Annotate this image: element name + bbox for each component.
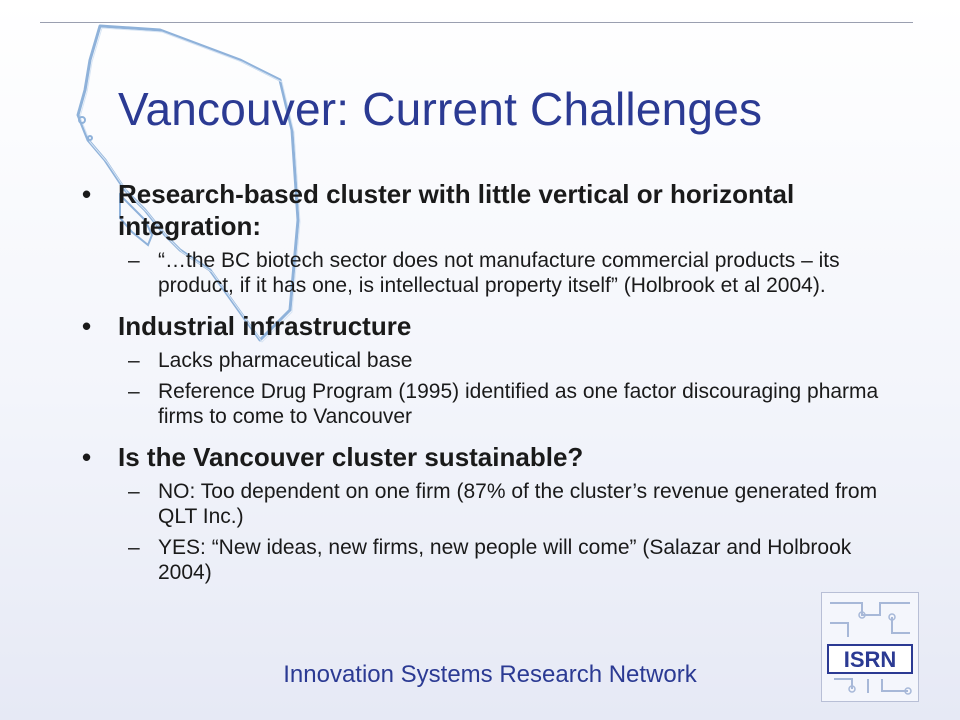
sub-bullet-marker: – bbox=[128, 249, 140, 272]
sub-bullet-item bbox=[70, 535, 900, 585]
bullet-text: Industrial infrastructure bbox=[118, 311, 412, 341]
sub-bullet-text: YES: “New ideas, new firms, new people will come” (Salazar and Holbrook 2004) bbox=[158, 536, 852, 584]
sub-bullet-marker: – bbox=[128, 380, 140, 403]
bullet-list bbox=[70, 178, 900, 585]
sub-bullet-text: “…the BC biotech sector does not manufacture commercial products – its product, if it has one, is intellectual property itself” (Holbrook et al 2004). bbox=[158, 249, 840, 297]
bullet-marker: • bbox=[82, 311, 92, 341]
sub-bullet-text: Reference Drug Program (1995) identified as one factor discouraging pharma firms to come to Vancouver bbox=[158, 380, 879, 428]
sub-bullet-marker: – bbox=[128, 480, 140, 503]
logo-text: ISRN bbox=[843, 647, 897, 672]
sub-bullet-marker: – bbox=[128, 349, 140, 372]
sub-bullet-text: Lacks pharmaceutical base bbox=[158, 349, 413, 372]
sub-bullet-item bbox=[70, 348, 900, 373]
sub-bullet-marker: – bbox=[128, 536, 140, 559]
bullet-item bbox=[70, 178, 900, 242]
bullet-item bbox=[70, 441, 900, 473]
sub-bullet-item bbox=[70, 479, 900, 529]
slide-title: Vancouver: Current Challenges bbox=[118, 83, 763, 135]
isrn-logo-icon bbox=[821, 592, 919, 702]
isrn-logo-graphic bbox=[822, 593, 918, 701]
footer-org-name: Innovation Systems Research Network bbox=[283, 661, 697, 688]
bullet-text: Is the Vancouver cluster sustainable? bbox=[118, 442, 584, 472]
bullet-marker: • bbox=[82, 442, 92, 472]
sub-bullet-text: NO: Too dependent on one firm (87% of the cluster’s revenue generated from QLT Inc.) bbox=[158, 480, 878, 528]
sub-bullet-item bbox=[70, 379, 900, 429]
sub-bullet-item bbox=[70, 248, 900, 298]
bullet-text: Research-based cluster with little vertical or horizontal integration: bbox=[118, 179, 795, 241]
bullet-item bbox=[70, 310, 900, 342]
bullet-marker: • bbox=[82, 179, 92, 209]
